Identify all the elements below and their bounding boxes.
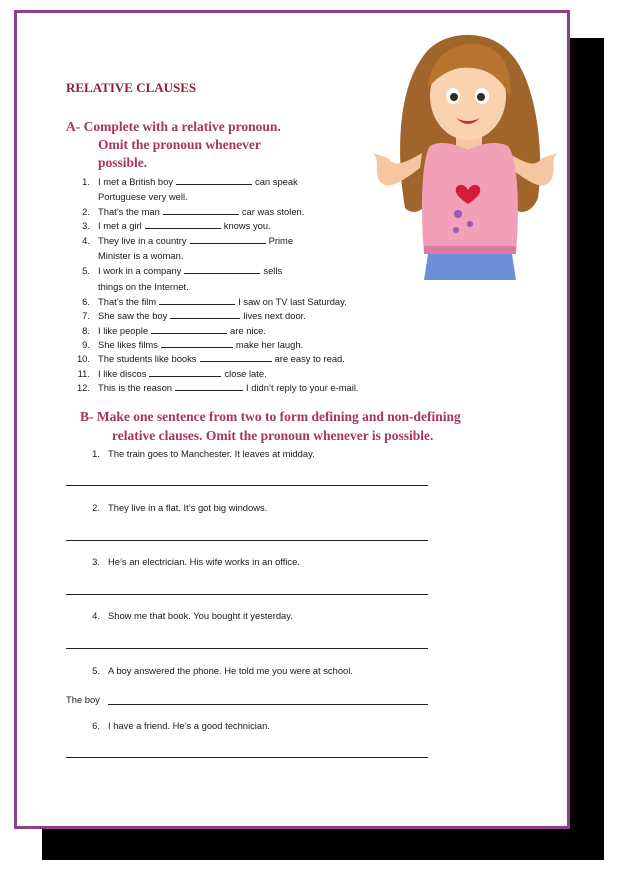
exercise-a-item: 11. I like discos close late. (77, 368, 267, 379)
exercise-a-item-continuation: Minister is a woman. (98, 250, 184, 261)
answer-prefix: The boy (66, 694, 100, 705)
exercise-b-item: 1. The train goes to Manchester. It leaves at midday. (92, 448, 315, 459)
answer-blank[interactable] (149, 368, 221, 377)
exercise-a-item: 7. She saw the boy lives next door. (82, 310, 306, 321)
exercise-a-item: 1. I met a British boy can speak (82, 176, 298, 187)
section-b-heading-line2: relative clauses. Omit the pronoun whenever is possible. (112, 428, 434, 443)
answer-line[interactable] (108, 704, 428, 705)
exercise-a-item-continuation: things on the Internet. (98, 281, 189, 292)
exercise-a-item: 4. They live in a country Prime (82, 235, 294, 246)
answer-blank[interactable] (176, 176, 252, 185)
section-a-heading-line3: possible. (98, 155, 148, 170)
exercise-b-item: 3. He’s an electrician. His wife works in an office. (92, 556, 300, 567)
girl-shrugging-illustration (360, 18, 570, 280)
exercise-b-item: 5. A boy answered the phone. He told me you were at school. (92, 665, 353, 676)
answer-blank[interactable] (175, 382, 243, 391)
exercise-a-item: 8. I like people are nice. (82, 325, 267, 336)
section-a-heading-line2: Omit the pronoun whenever (98, 137, 261, 152)
answer-blank[interactable] (159, 296, 235, 305)
answer-line[interactable] (66, 594, 428, 595)
exercise-b-item: 4. Show me that book. You bought it yesterday. (92, 610, 293, 621)
exercise-a-item: 2. That’s the man car was stolen. (82, 206, 305, 217)
exercise-b-item: 6. I have a friend. He’s a good technician. (92, 720, 270, 731)
section-a-heading-line1: A- Complete with a relative pronoun. (66, 119, 281, 134)
exercise-b-item: 2. They live in a flat. It’s got big windows. (92, 502, 268, 513)
exercise-a-item: 12. This is the reason I didn’t reply to your e-mail. (76, 382, 359, 393)
worksheet-title: RELATIVE CLAUSES (66, 80, 197, 95)
answer-blank[interactable] (161, 339, 233, 348)
exercise-a-item: 5. I work in a company sells (82, 265, 283, 276)
exercise-a-item: 9. She likes films make her laugh. (82, 339, 304, 350)
answer-blank[interactable] (170, 310, 240, 319)
exercise-a-item: 3. I met a girl knows you. (82, 220, 271, 231)
answer-blank[interactable] (184, 265, 260, 274)
answer-line[interactable] (66, 757, 428, 758)
answer-line[interactable] (66, 648, 428, 649)
answer-line[interactable] (66, 540, 428, 541)
exercise-a-item: 6. That’s the film I saw on TV last Saturday. (82, 296, 347, 307)
exercise-a-item: 10. The students like books are easy to read. (76, 353, 345, 364)
answer-blank[interactable] (151, 325, 227, 334)
answer-blank[interactable] (190, 235, 266, 244)
section-b-heading-line1: B- Make one sentence from two to form defining and non-defining (80, 409, 461, 424)
exercise-a-item-continuation: Portuguese very well. (98, 191, 188, 202)
answer-blank[interactable] (163, 206, 239, 215)
answer-blank[interactable] (200, 353, 272, 362)
answer-blank[interactable] (145, 220, 221, 229)
answer-line[interactable] (66, 485, 428, 486)
